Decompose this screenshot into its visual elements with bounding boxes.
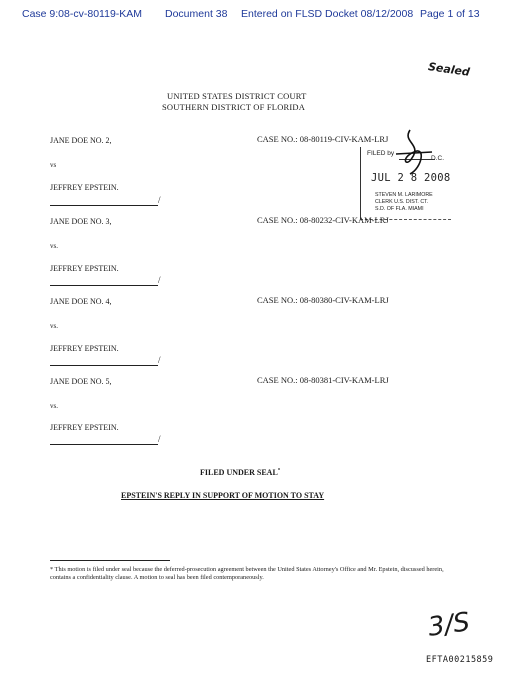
caption-separator-1 [50,205,158,206]
header-docket-entry: Entered on FLSD Docket 08/12/2008 [241,8,414,20]
case-number-1: CASE NO.: 08-80119-CIV-KAM-LRJ [257,134,389,144]
clerk-name: STEVEN M. LARIMORE [375,192,433,198]
caption-separator-4 [50,444,158,445]
caption-separator-slash-1: / [158,195,161,205]
clerk-title: CLERK U.S. DIST. CT. [375,199,429,205]
header-document-number: Document 38 [165,8,228,20]
versus-label-4: vs. [50,402,58,410]
filed-date: JUL 2 8 2008 [371,172,451,184]
defendant-name-2: JEFFREY EPSTEIN. [50,264,119,273]
versus-label-1: vs [50,161,57,169]
defendant-name-1: JEFFREY EPSTEIN. [50,183,119,192]
caption-separator-3 [50,365,158,366]
case-number-4: CASE NO.: 08-80381-CIV-KAM-LRJ [257,375,389,385]
versus-label-2: vs. [50,242,58,250]
filed-under-seal-text: FILED UNDER SEAL [200,468,278,477]
filed-by-label: FILED by [367,150,395,157]
plaintiff-jane-doe-4: JANE DOE NO. 4, [50,297,112,306]
header-case-number: Case 9:08-cv-80119-KAM [22,8,143,20]
versus-label-3: vs. [50,322,58,330]
plaintiff-jane-doe-2: JANE DOE NO. 2, [50,136,112,145]
caption-separator-slash-4: / [158,434,161,444]
footnote-marker: * [277,468,281,474]
dc-label: D.C. [431,155,444,162]
plaintiff-jane-doe-5: JANE DOE NO. 5, [50,377,112,386]
document-title: EPSTEIN'S REPLY IN SUPPORT OF MOTION TO STAY [121,491,325,500]
signature-scribble-icon [392,128,436,178]
handwritten-initials: 3/S [426,607,472,643]
footnote-rule [50,560,170,561]
defendant-name-3: JEFFREY EPSTEIN. [50,344,119,353]
plaintiff-jane-doe-3: JANE DOE NO. 3, [50,217,112,226]
court-name: UNITED STATES DISTRICT COURT [167,91,307,101]
sealed-stamp: Sealed [427,60,471,79]
footnote-text: * This motion is filed under seal because the deferred-prosecution agreement between the United States Attorney's Office and Mr. Epstein, discussed herein, contains a confidentiality clause. A motion to seal has been filed contemporaneously. [50,566,444,582]
bates-number: EFTA00215859 [426,655,494,665]
court-district: SOUTHERN DISTRICT OF FLORIDA [162,102,306,112]
caption-separator-slash-3: / [158,355,161,365]
caption-separator-slash-2: / [158,275,161,285]
case-number-2: CASE NO.: 08-80232-CIV-KAM-LRJ [257,215,389,225]
filed-under-seal-heading [200,468,280,477]
caption-separator-2 [50,285,158,286]
defendant-name-4: JEFFREY EPSTEIN. [50,423,119,432]
case-number-3: CASE NO.: 08-80380-CIV-KAM-LRJ [257,295,389,305]
clerk-district: S.D. OF FLA. MIAMI [375,206,424,212]
header-page-count: Page 1 of 13 [420,8,480,20]
